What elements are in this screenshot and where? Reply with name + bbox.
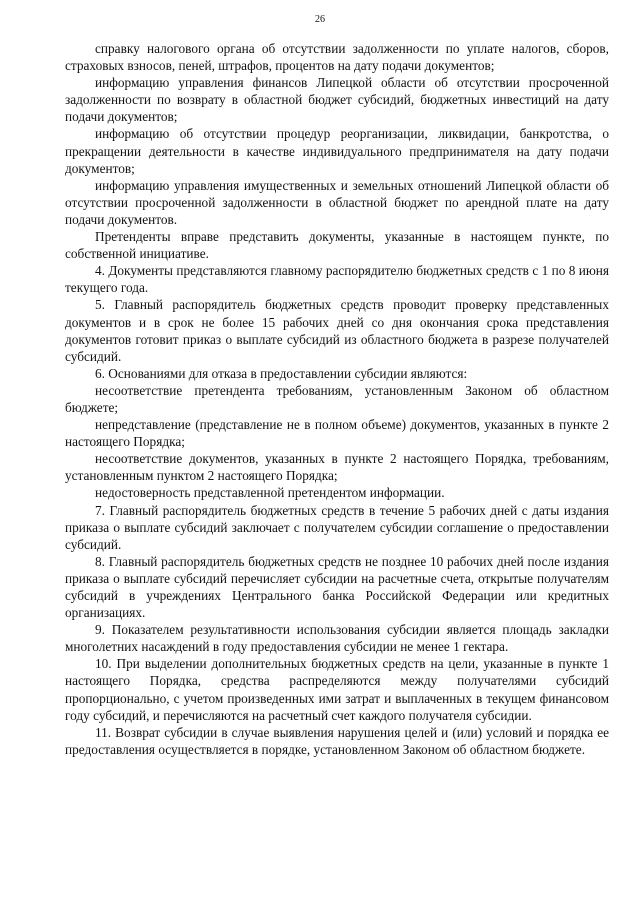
paragraph-item-7: 7. Главный распорядитель бюджетных средств в течение 5 рабочих дней с даты издания приказа о выплате субсидий заключает с получателем субсидии соглашение о предоставлении субсидий.	[65, 502, 609, 552]
document-body	[65, 40, 609, 758]
paragraph-refusal-reason-2: непредставление (представление не в полном объеме) документов, указанных в пункте 2 настоящего Порядка;	[65, 417, 609, 450]
paragraph-refusal-reason-4: недостоверность представленной претендентом информации.	[95, 485, 445, 501]
paragraph-tax-certificate: справку налогового органа об отсутствии задолженности по уплате налогов, сборов, страховых взносов, пеней, штрафов, процентов на дату подачи документов;	[65, 41, 609, 74]
paragraph-refusal-reason-3: несоответствие документов, указанных в пункте 2 настоящего Порядка, требованиям, установленным пунктом 2 настоящего Порядка;	[65, 451, 609, 484]
paragraph-reorganization-info: информацию об отсутствии процедур реорганизации, ликвидации, банкротства, о прекращении деятельности в качестве индивидуального предпринимателя на дату подачи документов;	[65, 126, 609, 176]
page-number: 26	[315, 14, 325, 25]
paragraph-item-10: 10. При выделении дополнительных бюджетных средств на цели, указанные в пункте 1 настоящего Порядка, средства распределяются между получателями субсидий пропорционально, с учетом произведенных ими затрат и выплаченных в текущем финансовом году субсидий, и перечисляются на расчетный счет каждого получателя субсидии.	[65, 656, 609, 723]
paragraph-item-8: 8. Главный распорядитель бюджетных средств не позднее 10 рабочих дней после издания приказа о выплате субсидий перечисляет субсидии на расчетные счета, открытые получателям субсидий в учреждениях Центрального банка Российской Федерации или кредитных организациях.	[65, 553, 609, 621]
paragraph-item-9: 9. Показателем результативности использования субсидии является площадь закладки многолетних насаждений в году предоставления субсидии не менее 1 гектара.	[65, 622, 609, 655]
paragraph-item-6: 6. Основаниями для отказа в предоставлении субсидии являются:	[95, 365, 468, 381]
paragraph-refusal-reason-1: несоответствие претендента требованиям, установленным Законом об областном бюджете;	[65, 382, 609, 415]
paragraph-item-5: 5. Главный распорядитель бюджетных средств проводит проверку представленных документов и в срок не более 15 рабочих дней со дня окончания срока представления документов готовит приказ о выплате субсидий из областного бюджета в разрезе получателей субсидий.	[65, 297, 609, 364]
paragraph-item-4: 4. Документы представляются главному распорядителю бюджетных средств с 1 по 8 июня текущего года.	[65, 263, 609, 296]
paragraph-item-11: 11. Возврат субсидии в случае выявления нарушения целей и (или) условий и порядка ее предоставления осуществляется в порядке, установленном Законом об областном бюджете.	[65, 724, 609, 757]
paragraph-property-info: информацию управления имущественных и земельных отношений Липецкой области об отсутствии просроченной задолженности в областной бюджет по арендной плате на дату подачи документов.	[65, 177, 609, 227]
paragraph-finance-info: информацию управления финансов Липецкой области об отсутствии просроченной задолженности по возврату в областной бюджет субсидий, бюджетных инвестиций на дату подачи документов;	[65, 75, 609, 125]
paragraph-own-initiative: Претенденты вправе представить документы, указанные в настоящем пункте, по собственной инициативе.	[65, 229, 609, 262]
